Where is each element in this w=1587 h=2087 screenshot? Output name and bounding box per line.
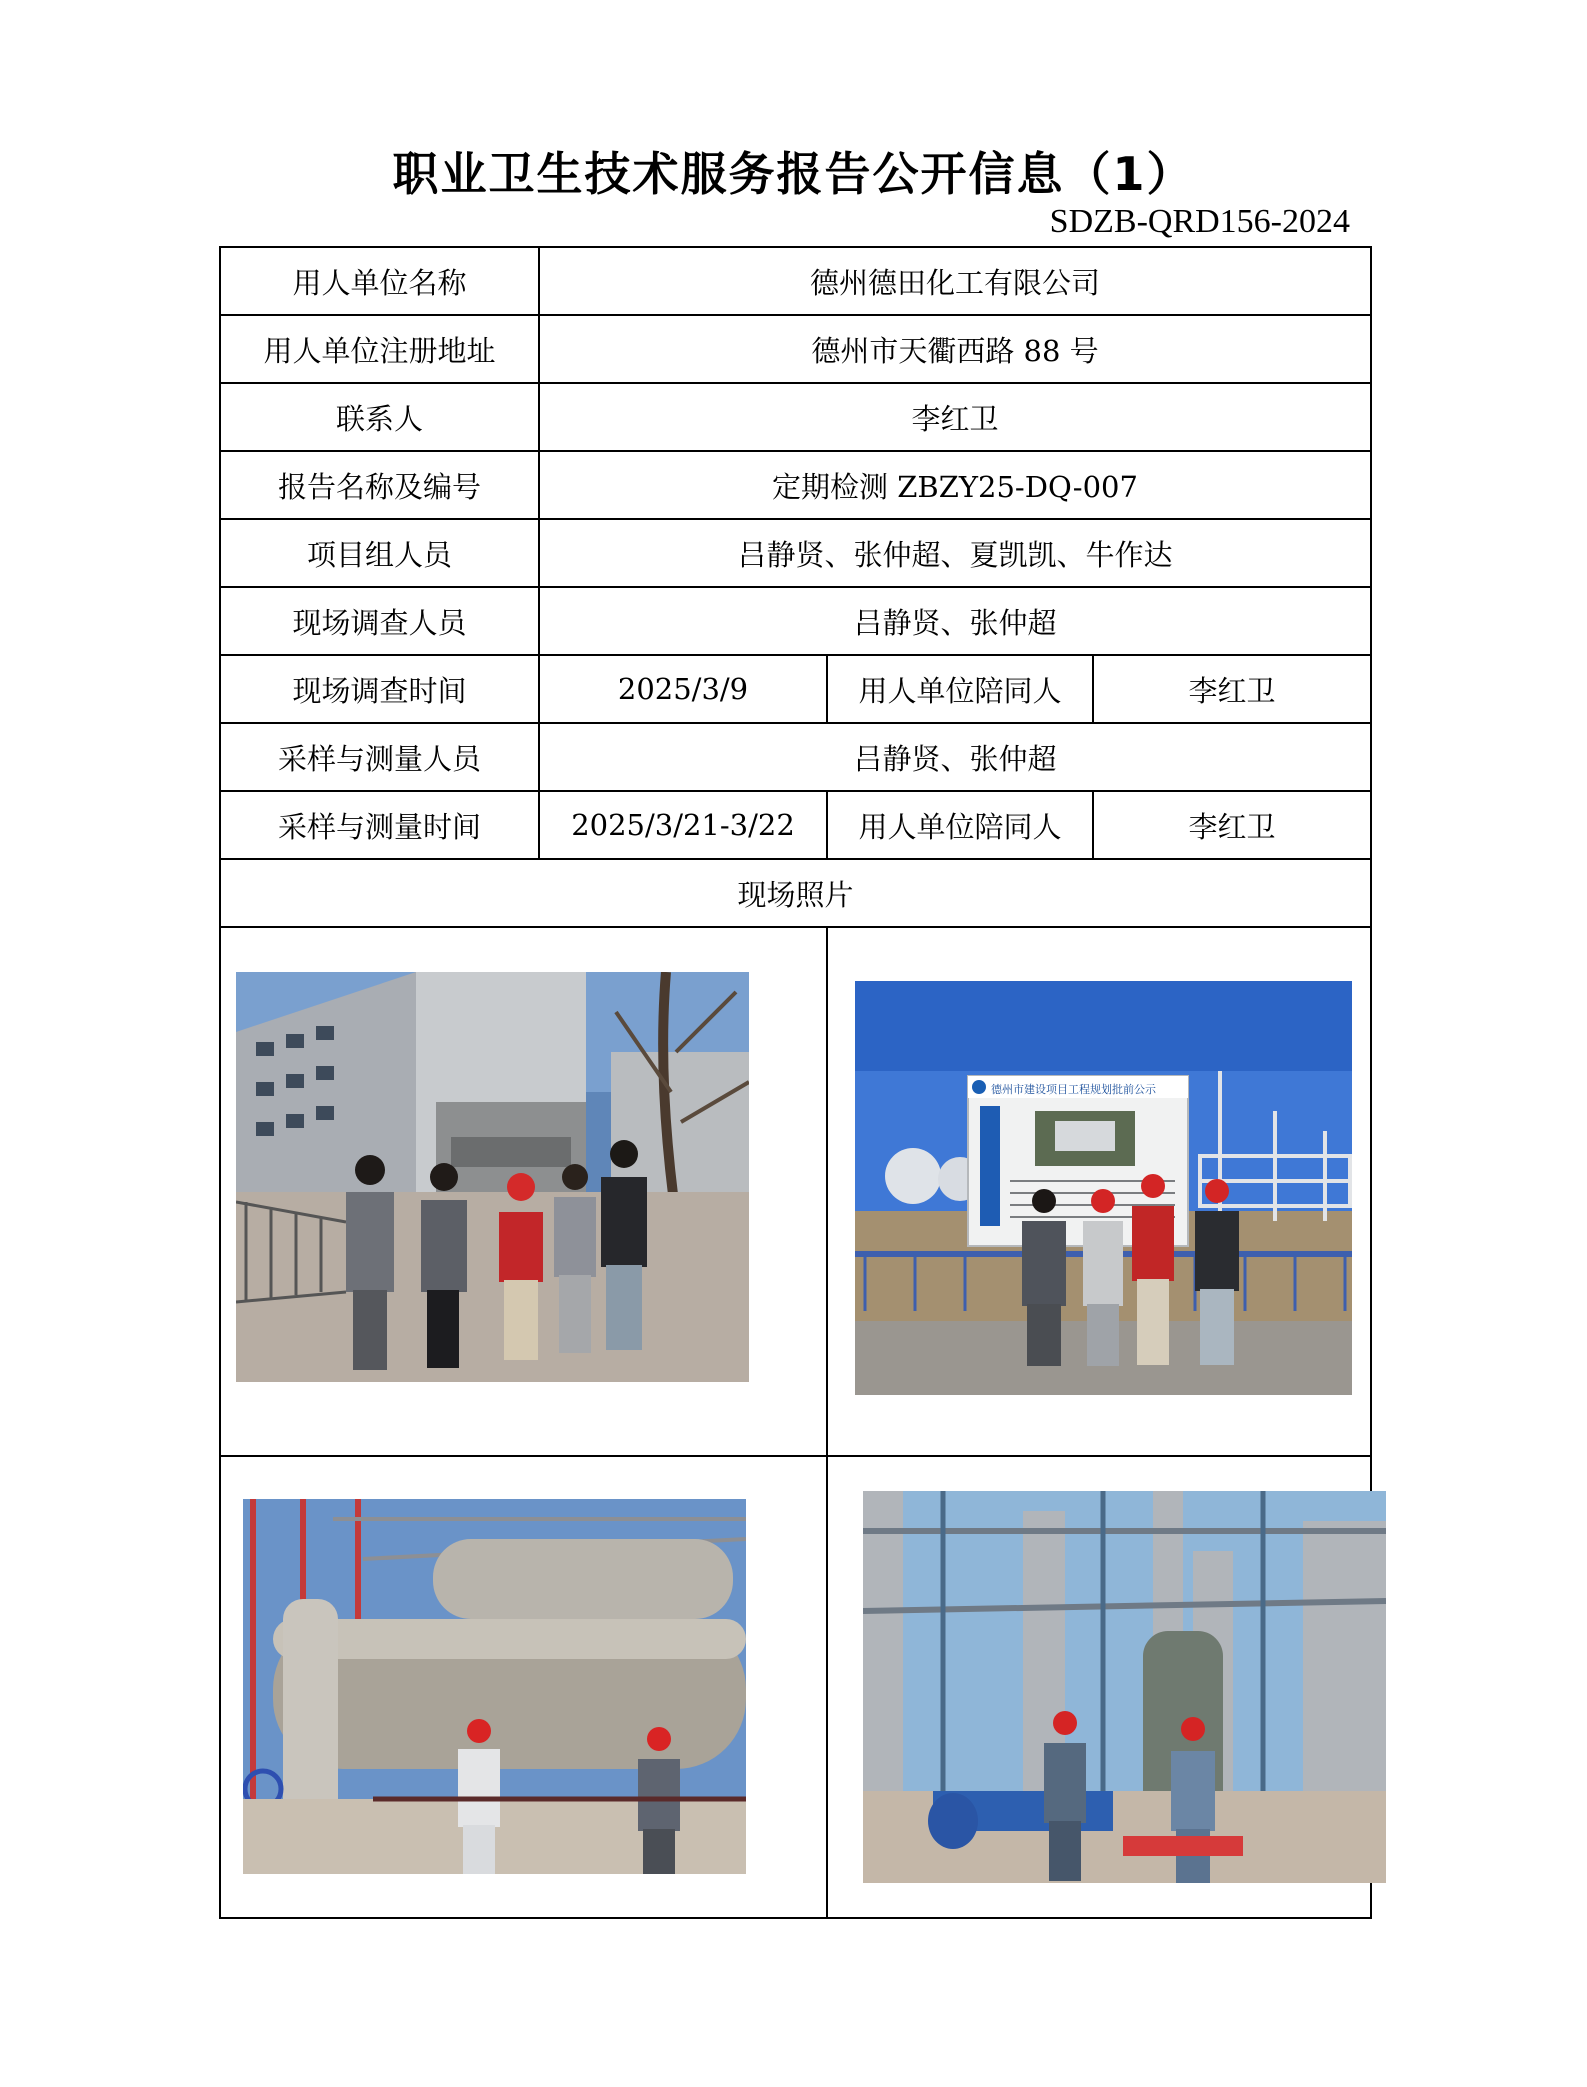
value-report: 定期检测 ZBZY25-DQ-007 — [539, 451, 1371, 519]
photo-equipment-area — [863, 1491, 1386, 1883]
label-survey-staff: 现场调查人员 — [220, 587, 539, 655]
row-team — [220, 519, 1371, 587]
photos-header: 现场照片 — [220, 859, 1371, 927]
photo-group-at-gate — [236, 972, 749, 1382]
label-survey-time: 现场调查时间 — [220, 655, 539, 723]
label-sampling-staff: 采样与测量人员 — [220, 723, 539, 791]
row-photos-2 — [220, 1456, 1371, 1918]
value-sampling-staff: 吕静贤、张仲超 — [539, 723, 1371, 791]
row-company-name — [220, 247, 1371, 315]
photo-sign-text: 德州市建设项目工程规划批前公示 — [991, 1083, 1156, 1096]
label-sampling-time: 采样与测量时间 — [220, 791, 539, 859]
row-report — [220, 451, 1371, 519]
row-sampling-time — [220, 791, 1371, 859]
photo-heat-exchanger — [243, 1499, 746, 1874]
row-survey-staff — [220, 587, 1371, 655]
photo-cell-3 — [220, 1456, 827, 1918]
label-address: 用人单位注册地址 — [220, 315, 539, 383]
value-company-name: 德州德田化工有限公司 — [539, 247, 1371, 315]
page-title: 职业卫生技术服务报告公开信息（1） — [392, 147, 1195, 201]
photo-cell-4 — [827, 1456, 1371, 1918]
value-sampling-time: 2025/3/21-3/22 — [539, 791, 827, 859]
label-sampling-escort: 用人单位陪同人 — [827, 791, 1093, 859]
value-address: 德州市天衢西路 88 号 — [539, 315, 1371, 383]
value-team: 吕静贤、张仲超、夏凯凯、牛作达 — [539, 519, 1371, 587]
row-address — [220, 315, 1371, 383]
value-survey-staff: 吕静贤、张仲超 — [539, 587, 1371, 655]
photo-group-at-sign — [855, 981, 1352, 1395]
label-team: 项目组人员 — [220, 519, 539, 587]
value-sampling-escort: 李红卫 — [1093, 791, 1371, 859]
value-survey-escort: 李红卫 — [1093, 655, 1371, 723]
row-photos-header — [220, 859, 1371, 927]
value-survey-time: 2025/3/9 — [539, 655, 827, 723]
row-survey-time — [220, 655, 1371, 723]
info-table — [219, 246, 1372, 1919]
label-contact: 联系人 — [220, 383, 539, 451]
row-photos-1 — [220, 927, 1371, 1456]
label-company-name: 用人单位名称 — [220, 247, 539, 315]
label-report: 报告名称及编号 — [220, 451, 539, 519]
label-survey-escort: 用人单位陪同人 — [827, 655, 1093, 723]
photo-cell-1 — [220, 927, 827, 1456]
value-contact: 李红卫 — [539, 383, 1371, 451]
document-number: SDZB-QRD156-2024 — [1049, 203, 1350, 240]
row-sampling-staff — [220, 723, 1371, 791]
row-contact — [220, 383, 1371, 451]
photo-cell-2 — [827, 927, 1371, 1456]
